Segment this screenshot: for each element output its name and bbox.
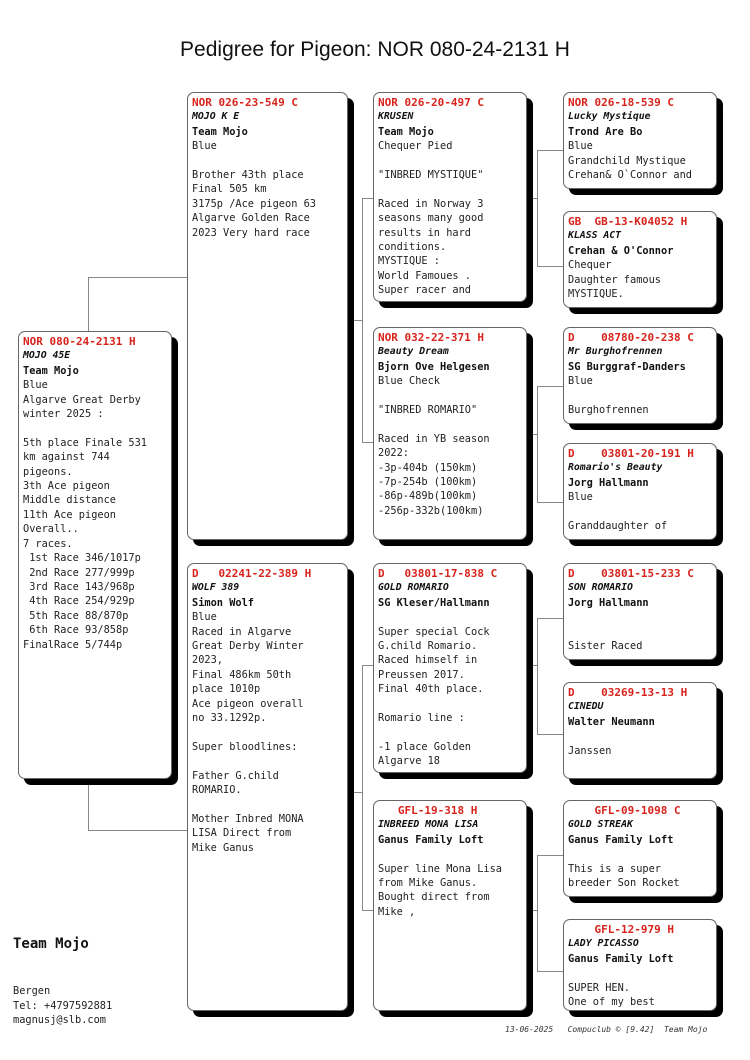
pigeon-notes: Janssen: [568, 744, 612, 757]
pigeon-notes: Sister Raced: [568, 640, 643, 653]
connector-line: [88, 830, 188, 831]
owner-contact: [13, 984, 112, 1028]
pigeon-notes: Blue Burghofrennen: [568, 375, 649, 417]
breeder-name: Walter Neumann: [568, 715, 655, 728]
ring-number: GFL-19-318 H: [378, 804, 478, 817]
breeder-name: Jorg Hallmann: [568, 476, 649, 489]
connector-line: [88, 277, 89, 331]
page-title: Pedigree for Pigeon: NOR 080-24-2131 H: [180, 38, 570, 61]
owner-email: magnusj@slb.com: [13, 1014, 106, 1026]
breeder-name: SG Kleser/Hallmann: [378, 596, 490, 609]
footer-credit: 13-06-2025 Compuclub © [9.42] Team Mojo: [505, 1025, 708, 1034]
ring-number: GFL-12-979 H: [568, 923, 674, 936]
pigeon-name: INBREED MONA LISA: [378, 819, 479, 831]
pigeon-card-dam[interactable]: [187, 563, 348, 1011]
breeder-name: Ganus Family Loft: [568, 833, 674, 846]
ring-number: D 08780-20-238 C: [568, 331, 694, 344]
pigeon-name: WOLF 389: [192, 582, 240, 594]
pigeon-notes: Super special Cock G.child Romario. Raced himself in Preussen 2017. Final 40th place. Romario line : -1 place Golden Algarve 18: [378, 625, 490, 768]
breeder-name: Crehan & O'Connor: [568, 244, 674, 257]
pigeon-name: Mr Burghofrennen: [568, 346, 663, 358]
connector-line: [527, 198, 537, 199]
breeder-name: Team Mojo: [23, 364, 79, 377]
connector-line: [527, 665, 537, 666]
pigeon-card-dam-sire[interactable]: [373, 563, 527, 773]
pigeon-notes: Blue Granddaughter of: [568, 491, 668, 533]
connector-line: [537, 855, 563, 856]
breeder-name: Trond Are Bo: [568, 125, 643, 138]
breeder-name: Ganus Family Loft: [378, 833, 484, 846]
pigeon-card-ssd[interactable]: [563, 211, 717, 308]
owner-team-name: Team Mojo: [13, 936, 89, 952]
connector-line: [88, 277, 188, 278]
connector-line: [537, 734, 563, 735]
pigeon-name: KLASS ACT: [568, 230, 622, 242]
connector-line: [362, 198, 363, 442]
ring-number: GB GB-13-K04052 H: [568, 215, 688, 228]
connector-line: [88, 778, 89, 830]
connector-line: [537, 386, 538, 502]
connector-line: [362, 665, 363, 910]
connector-line: [348, 320, 363, 321]
pigeon-name: GOLD ROMARIO: [378, 582, 449, 594]
ring-number: NOR 026-20-497 C: [378, 96, 484, 109]
pigeon-notes: Super line Mona Lisa from Mike Ganus. Bought direct from Mike ,: [378, 862, 502, 918]
owner-phone: Tel: +4797592881: [13, 999, 113, 1012]
pigeon-name: LADY PICASSO: [568, 938, 639, 950]
pigeon-card-subject[interactable]: [18, 331, 172, 779]
pigeon-name: GOLD STREAK: [568, 819, 633, 831]
connector-line: [348, 792, 363, 793]
breeder-name: Jorg Hallmann: [568, 596, 649, 609]
ring-number: D 03801-17-838 C: [378, 567, 498, 580]
pigeon-name: SON ROMARIO: [568, 582, 633, 594]
pigeon-name: KRUSEN: [378, 111, 414, 123]
pigeon-card-sire-dam[interactable]: [373, 327, 527, 540]
pigeon-card-ddd[interactable]: [563, 919, 717, 1011]
connector-line: [537, 618, 538, 734]
pigeon-name: MOJO 45E: [23, 350, 71, 362]
connector-line: [537, 150, 538, 266]
pigeon-notes: Blue Grandchild Mystique Crehan& O`Connor and: [568, 140, 692, 182]
owner-city: Bergen: [13, 985, 51, 997]
breeder-name: Team Mojo: [192, 125, 248, 138]
connector-line: [537, 618, 563, 619]
pigeon-card-sds[interactable]: [563, 327, 717, 424]
breeder-name: Team Mojo: [378, 125, 434, 138]
pigeon-name: Beauty Dream: [378, 346, 449, 358]
pigeon-card-dsd[interactable]: [563, 682, 717, 779]
connector-line: [537, 266, 563, 267]
connector-line: [527, 910, 537, 911]
breeder-name: Simon Wolf: [192, 596, 254, 609]
breeder-name: Bjorn Ove Helgesen: [378, 360, 490, 373]
pigeon-notes: Blue Algarve Great Derby winter 2025 : 5th place Finale 531 km against 744 pigeons. 3th Ace pigeon Middle distance 11th Ace pigeon Overall.. 7 races. 1st Race 346/1017p 2nd Race 277/999p 3rd Race 143/968p 4th Race 254/929p 5th Race 88/870p 6th Race 93/858p FinalRace 5/744p: [23, 379, 147, 651]
pigeon-name: Lucky Mystique: [568, 111, 651, 123]
connector-line: [537, 150, 563, 151]
pigeon-notes: Blue Raced in Algarve Great Derby Winter 2023, Final 486km 50th place 1010p Ace pigeon overall no 33.1292p. Super bloodlines: Father G.child ROMARIO. Mother Inbred MONA LISA Direct from Mike Ganus: [192, 611, 304, 854]
ring-number: NOR 026-18-539 C: [568, 96, 674, 109]
pigeon-card-dss[interactable]: [563, 563, 717, 660]
pigeon-card-sdd[interactable]: [563, 443, 717, 540]
connector-line: [537, 971, 563, 972]
breeder-name: SG Burggraf-Danders: [568, 360, 686, 373]
pigeon-notes: This is a super breeder Son Rocket: [568, 862, 680, 890]
pigeon-card-dds[interactable]: [563, 800, 717, 897]
pigeon-card-sire-sire[interactable]: [373, 92, 527, 302]
ring-number: D 03269-13-13 H: [568, 686, 688, 699]
pigeon-notes: Chequer Daughter famous MYSTIQUE.: [568, 259, 661, 301]
breeder-name: Ganus Family Loft: [568, 952, 674, 965]
pigeon-name: CINEDU: [568, 701, 604, 713]
ring-number: GFL-09-1098 C: [568, 804, 681, 817]
ring-number: NOR 026-23-549 C: [192, 96, 298, 109]
pigeon-notes: SUPER HEN. One of my best: [568, 981, 655, 1009]
connector-line: [537, 386, 563, 387]
pigeon-card-dam-dam[interactable]: [373, 800, 527, 1011]
connector-line: [537, 502, 563, 503]
ring-number: NOR 080-24-2131 H: [23, 335, 136, 348]
pigeon-notes: Blue Check "INBRED ROMARIO" Raced in YB season 2022: -3p-404b (150km) -7p-254b (100km) -86p-489b(100km) -256p-332b(100km): [378, 375, 490, 517]
ring-number: D 03801-15-233 C: [568, 567, 694, 580]
pigeon-card-sss[interactable]: [563, 92, 717, 189]
pigeon-card-sire[interactable]: [187, 92, 348, 540]
pigeon-name: MOJO K E: [192, 111, 240, 123]
pigeon-notes: Blue Brother 43th place Final 505 km 3175p /Ace pigeon 63 Algarve Golden Race 2023 Very hard race: [192, 140, 316, 239]
ring-number: D 02241-22-389 H: [192, 567, 312, 580]
pigeon-name: Romario's Beauty: [568, 462, 663, 474]
pigeon-notes: Chequer Pied "INBRED MYSTIQUE" Raced in Norway 3 seasons many good results in hard conditions. MYSTIQUE : World Famoues . Super racer and: [378, 140, 484, 297]
connector-line: [527, 434, 537, 435]
ring-number: NOR 032-22-371 H: [378, 331, 484, 344]
connector-line: [537, 855, 538, 971]
ring-number: D 03801-20-191 H: [568, 447, 694, 460]
